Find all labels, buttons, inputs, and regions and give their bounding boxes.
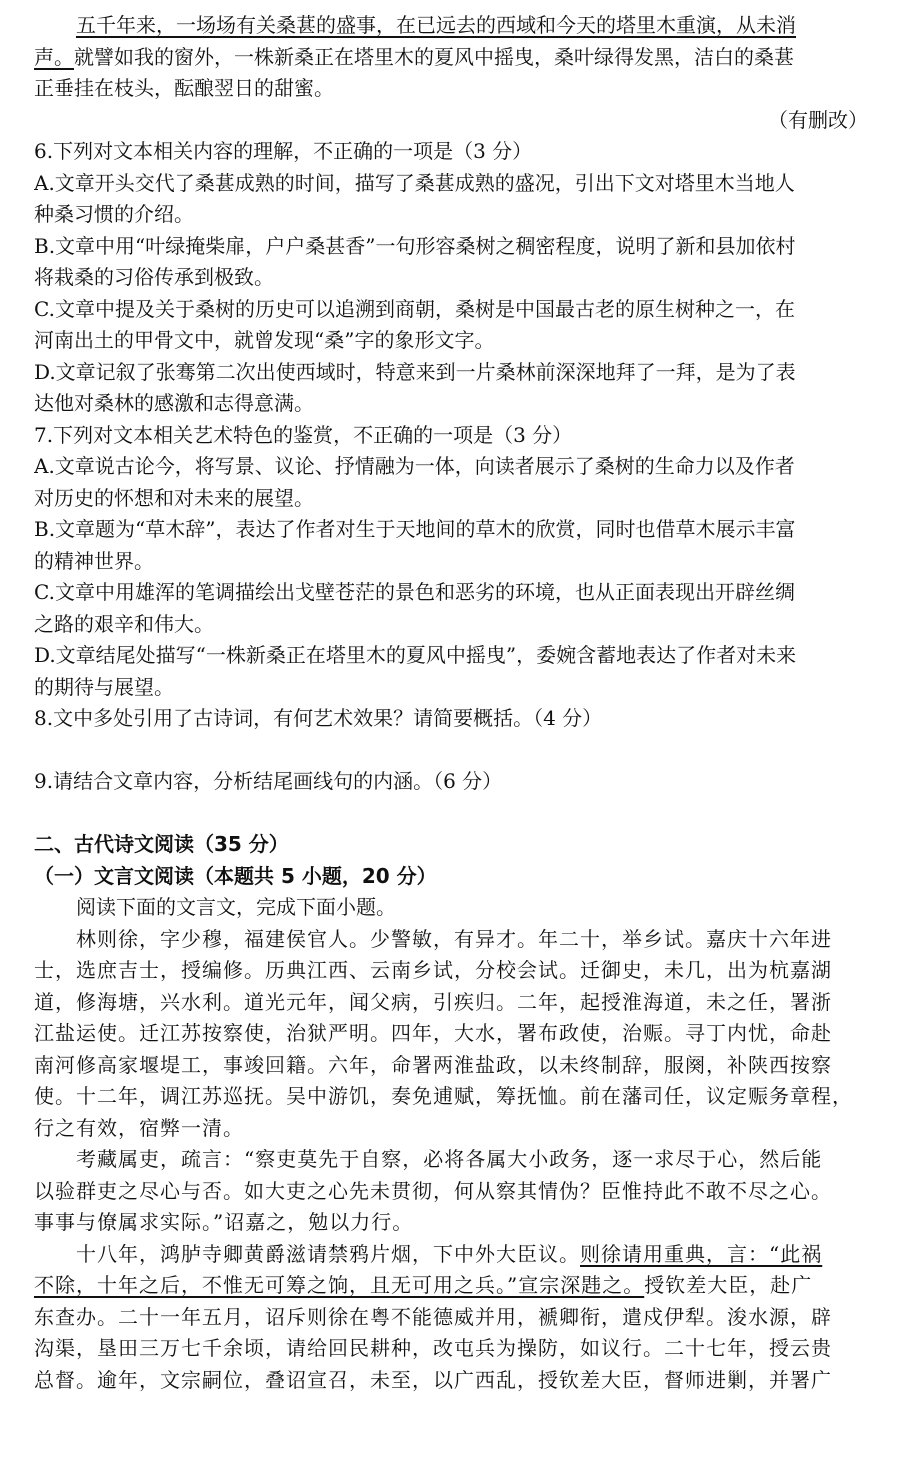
classical-line: 以验群吏之尽心与否。如大吏之心先未贯彻，何从察其情伪？臣惟持此不敢不尽之心。	[34, 1178, 832, 1203]
question-7-stem: 7.下列对文本相关艺术特色的鉴赏，不正确的一项是（3 分）	[34, 422, 573, 447]
passage-line: 正垂挂在枝头，酝酿翌日的甜蜜。	[34, 76, 334, 100]
q6-option-c: C.文章中提及关于桑树的历史可以追溯到商朝，桑树是中国最古老的原生树种之一，在	[34, 296, 795, 321]
underlined-sentence: 则徐请用重典，言：“此祸	[580, 1241, 823, 1266]
q7-option-a-cont: 对历史的怀想和对未来的展望。	[34, 485, 314, 510]
classical-line: 考藏属吏，疏言：“察吏莫先于自察，必将各属大小政务，逐一求尽于心，然后能	[76, 1147, 823, 1171]
edit-note: （有删改）	[768, 107, 868, 132]
q6-option-a-cont: 种桑习惯的介绍。	[34, 202, 194, 226]
question-6-stem: 6.下列对文本相关内容的理解，不正确的一项是（3 分）	[34, 139, 533, 163]
q6-option-a: A.文章开头交代了桑葚成熟的时间，描写了桑葚成熟的盛况，引出下文对塔里木当地人	[34, 170, 795, 195]
q6-option-d-cont: 达他对桑林的感激和志得意满。	[34, 391, 314, 415]
section-title: 二、古代诗文阅读（35 分）	[34, 832, 289, 856]
q6-option-b-cont: 将栽桑的习俗传承到极致。	[34, 265, 274, 289]
question-9-stem: 9.请结合文章内容，分析结尾画线句的内涵。（6 分）	[34, 769, 503, 793]
q6-option-c-cont: 河南出土的甲骨文中，就曾发现“桑”字的象形文字。	[34, 328, 495, 352]
classical-text-span: 授钦差大臣，赴广	[644, 1273, 813, 1297]
classical-line: 事事与僚属求实际。”诏嘉之，勉以力行。	[34, 1210, 414, 1234]
answer-space	[34, 735, 874, 767]
answer-space	[34, 798, 874, 830]
classical-line	[34, 1239, 874, 1271]
q6-option-b: B.文章中用“叶绿掩柴扉，户户桑甚香”一句形容桑树之稠密程度，说明了新和县加依村	[34, 233, 796, 258]
underlined-sentence: 五千年来，一场场有关桑葚的盛事，在已远去的西域和今天的塔里木重演，从未消	[76, 13, 796, 37]
q7-option-a: A.文章说古论今，将写景、议论、抒情融为一体，向读者展示了桑树的生命力以及作者	[34, 454, 795, 478]
classical-text	[34, 924, 874, 1397]
classical-line	[34, 1270, 874, 1302]
instruction-text: 阅读下面的文言文，完成下面小题。	[76, 895, 396, 919]
passage-line	[34, 42, 874, 74]
classical-line: 江盐运使。迁江苏按察使，治狱严明。四年，大水，署布政使，治赈。寻丁内忧，命赴	[34, 1021, 832, 1045]
classical-line: 林则徐，字少穆，福建侯官人。少警敏，有异才。年二十，举乡试。嘉庆十六年进	[76, 926, 832, 951]
passage-text: 就譬如我的窗外，一株新桑正在塔里木的夏风中摇曳，桑叶绿得发黑，洁白的桑葚	[74, 44, 794, 69]
classical-line: 南河修高家堰堤工，事竣回籍。六年，命署两淮盐政，以未终制辞，服阕，补陕西按察	[34, 1052, 832, 1077]
subsection-title: （一）文言文阅读（本题共 5 小题，20 分）	[34, 863, 437, 888]
q7-option-b: B.文章题为“草木辞”，表达了作者对生于天地间的草木的欣赏，同时也借草木展示丰富	[34, 517, 796, 541]
q6-option-d: D.文章记叙了张骞第二次出使西域时，特意来到一片桑林前深深地拜了一拜，是为了表	[34, 359, 796, 384]
classical-line: 东查办。二十一年五月，诏斥则徐在粤不能德威并用，褫卿衔，遣戍伊犁。浚水源，辟	[34, 1304, 832, 1329]
underlined-sentence: 不除，十年之后，不惟无可筹之饷，且无可用之兵。”宣宗深韪之。	[34, 1273, 645, 1297]
q7-option-d: D.文章结尾处描写“一株新桑正在塔里木的夏风中摇曳”，委婉含蓄地表达了作者对未来	[34, 643, 797, 667]
question-8-stem: 8.文中多处引用了古诗词，有何艺术效果？请简要概括。（4 分）	[34, 706, 603, 730]
classical-text-span: 十八年，鸿胪寺卿黄爵滋请禁鸦片烟，下中外大臣议。	[76, 1241, 580, 1266]
classical-line: 士，选庶吉士，授编修。历典江西、云南乡试，分校会试。迁御史，未几，出为杭嘉湖	[34, 958, 832, 982]
underlined-sentence: 声。	[34, 44, 74, 69]
passage-line	[34, 10, 874, 42]
q7-option-c: C.文章中用雄浑的笔调描绘出戈壁苍茫的景色和恶劣的环境，也从正面表现出开辟丝绸	[34, 580, 795, 604]
q7-option-b-cont: 的精神世界。	[34, 548, 154, 573]
classical-line: 沟渠，垦田三万七千余顷，请给回民耕种，改屯兵为操防，如议行。二十七年，授云贵	[34, 1336, 832, 1360]
classical-line: 总督。逾年，文宗嗣位，叠诏宣召，未至，以广西乱，授钦差大臣，督师进剿，并署广	[34, 1367, 832, 1392]
classical-line: 使。十二年，调江苏巡抚。吴中游饥，奏免逋赋，筹抚恤。前在藩司任，议定赈务章程，	[34, 1084, 853, 1108]
classical-line: 道，修海塘，兴水利。道光元年，闻父病，引疾归。二年，起授淮海道，未之任，署浙	[34, 989, 832, 1014]
classical-line: 行之有效，宿弊一清。	[34, 1115, 244, 1140]
q7-option-d-cont: 的期待与展望。	[34, 674, 174, 699]
q7-option-c-cont: 之路的艰辛和伟大。	[34, 611, 214, 636]
